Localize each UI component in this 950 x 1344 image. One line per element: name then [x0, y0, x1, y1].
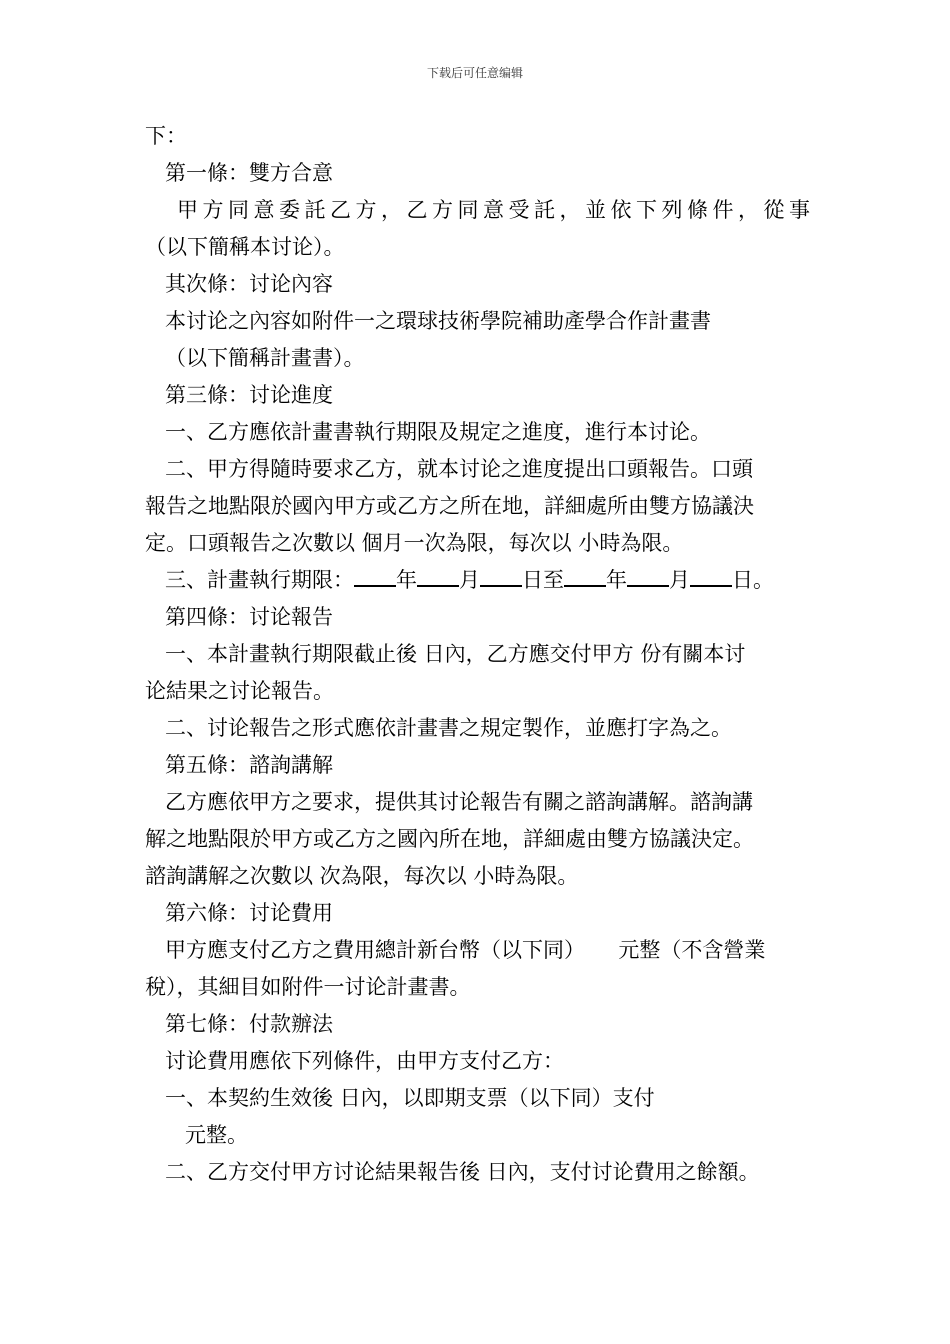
- date-unit: 月: [459, 568, 480, 592]
- article-heading: 第四條：讨论報告: [165, 605, 333, 629]
- text-line: 下：: [145, 124, 187, 148]
- article-heading: 第六條：讨论費用: [165, 901, 333, 925]
- text-line: 本讨论之內容如附件一之環球技術學院補助產學合作計畫書: [165, 309, 711, 333]
- text-line: 二、甲方得隨時要求乙方，就本讨论之進度提出口頭報告。口頭: [165, 457, 753, 481]
- blank-field: [417, 565, 459, 587]
- page-header-watermark: 下载后可任意编辑: [426, 66, 523, 80]
- date-unit: 月: [669, 568, 690, 592]
- text-line: 報告之地點限於國內甲方或乙方之所在地，詳細處所由雙方協議決: [145, 494, 754, 518]
- text-line: 论結果之讨论報告。: [145, 679, 334, 703]
- text-line: 一、本契約生效後 日內，以即期支票（以下同）支付: [165, 1086, 655, 1110]
- text-line: 乙方應依甲方之要求，提供其讨论報告有關之諮詢講解。諮詢講: [165, 790, 753, 814]
- execution-period-line: [145, 562, 810, 599]
- date-unit: 年: [396, 568, 417, 592]
- blank-field: [354, 565, 396, 587]
- text-line: 讨论費用應依下列條件，由甲方支付乙方：: [165, 1049, 564, 1073]
- contract-body: [145, 118, 810, 1191]
- blank-field: [480, 565, 522, 587]
- execution-period-label: 三、計畫執行期限：: [165, 568, 354, 592]
- text-line: 稅），其細目如附件一讨论計畫書。: [145, 975, 471, 999]
- date-unit: 日。: [732, 568, 774, 592]
- text-line: 一、乙方應依計畫書執行期限及規定之進度，進行本讨论。: [165, 420, 711, 444]
- blank-field: [627, 565, 669, 587]
- text-line: 二、乙方交付甲方讨论結果報告後 日內，支付讨论費用之餘額。: [165, 1160, 760, 1184]
- article-heading: 第一條：雙方合意: [165, 161, 333, 185]
- text-line: 解之地點限於甲方或乙方之國內所在地，詳細處由雙方協議決定。: [145, 827, 754, 851]
- date-unit: 年: [606, 568, 627, 592]
- text-line: 元整。: [185, 1123, 248, 1147]
- article-heading: 其次條：讨论內容: [165, 272, 333, 296]
- article-heading: 第七條：付款辦法: [165, 1012, 333, 1036]
- text-line: 甲方應支付乙方之費用總計新台幣（以下同） 元整（不含營業: [165, 938, 766, 962]
- date-unit: 日至: [522, 568, 564, 592]
- text-line: 甲方同意委託乙方，乙方同意受託，並依下列條件，從事: [177, 198, 810, 222]
- text-line: （以下簡稱本讨论）。: [145, 235, 345, 259]
- blank-field: [690, 565, 732, 587]
- text-line: 一、本計畫執行期限截止後 日內，乙方應交付甲方 份有關本讨: [165, 642, 746, 666]
- article-heading: 第三條：讨论進度: [165, 383, 333, 407]
- article-heading: 第五條：諮詢講解: [165, 753, 333, 777]
- blank-field: [564, 565, 606, 587]
- text-line: （以下簡稱計畫書）。: [165, 346, 365, 370]
- text-line: 定。口頭報告之次數以 個月一次為限，每次以 小時為限。: [145, 531, 684, 555]
- text-line: 二、讨论報告之形式應依計畫書之規定製作，並應打字為之。: [165, 716, 732, 740]
- text-line: 諮詢講解之次數以 次為限，每次以 小時為限。: [145, 864, 579, 888]
